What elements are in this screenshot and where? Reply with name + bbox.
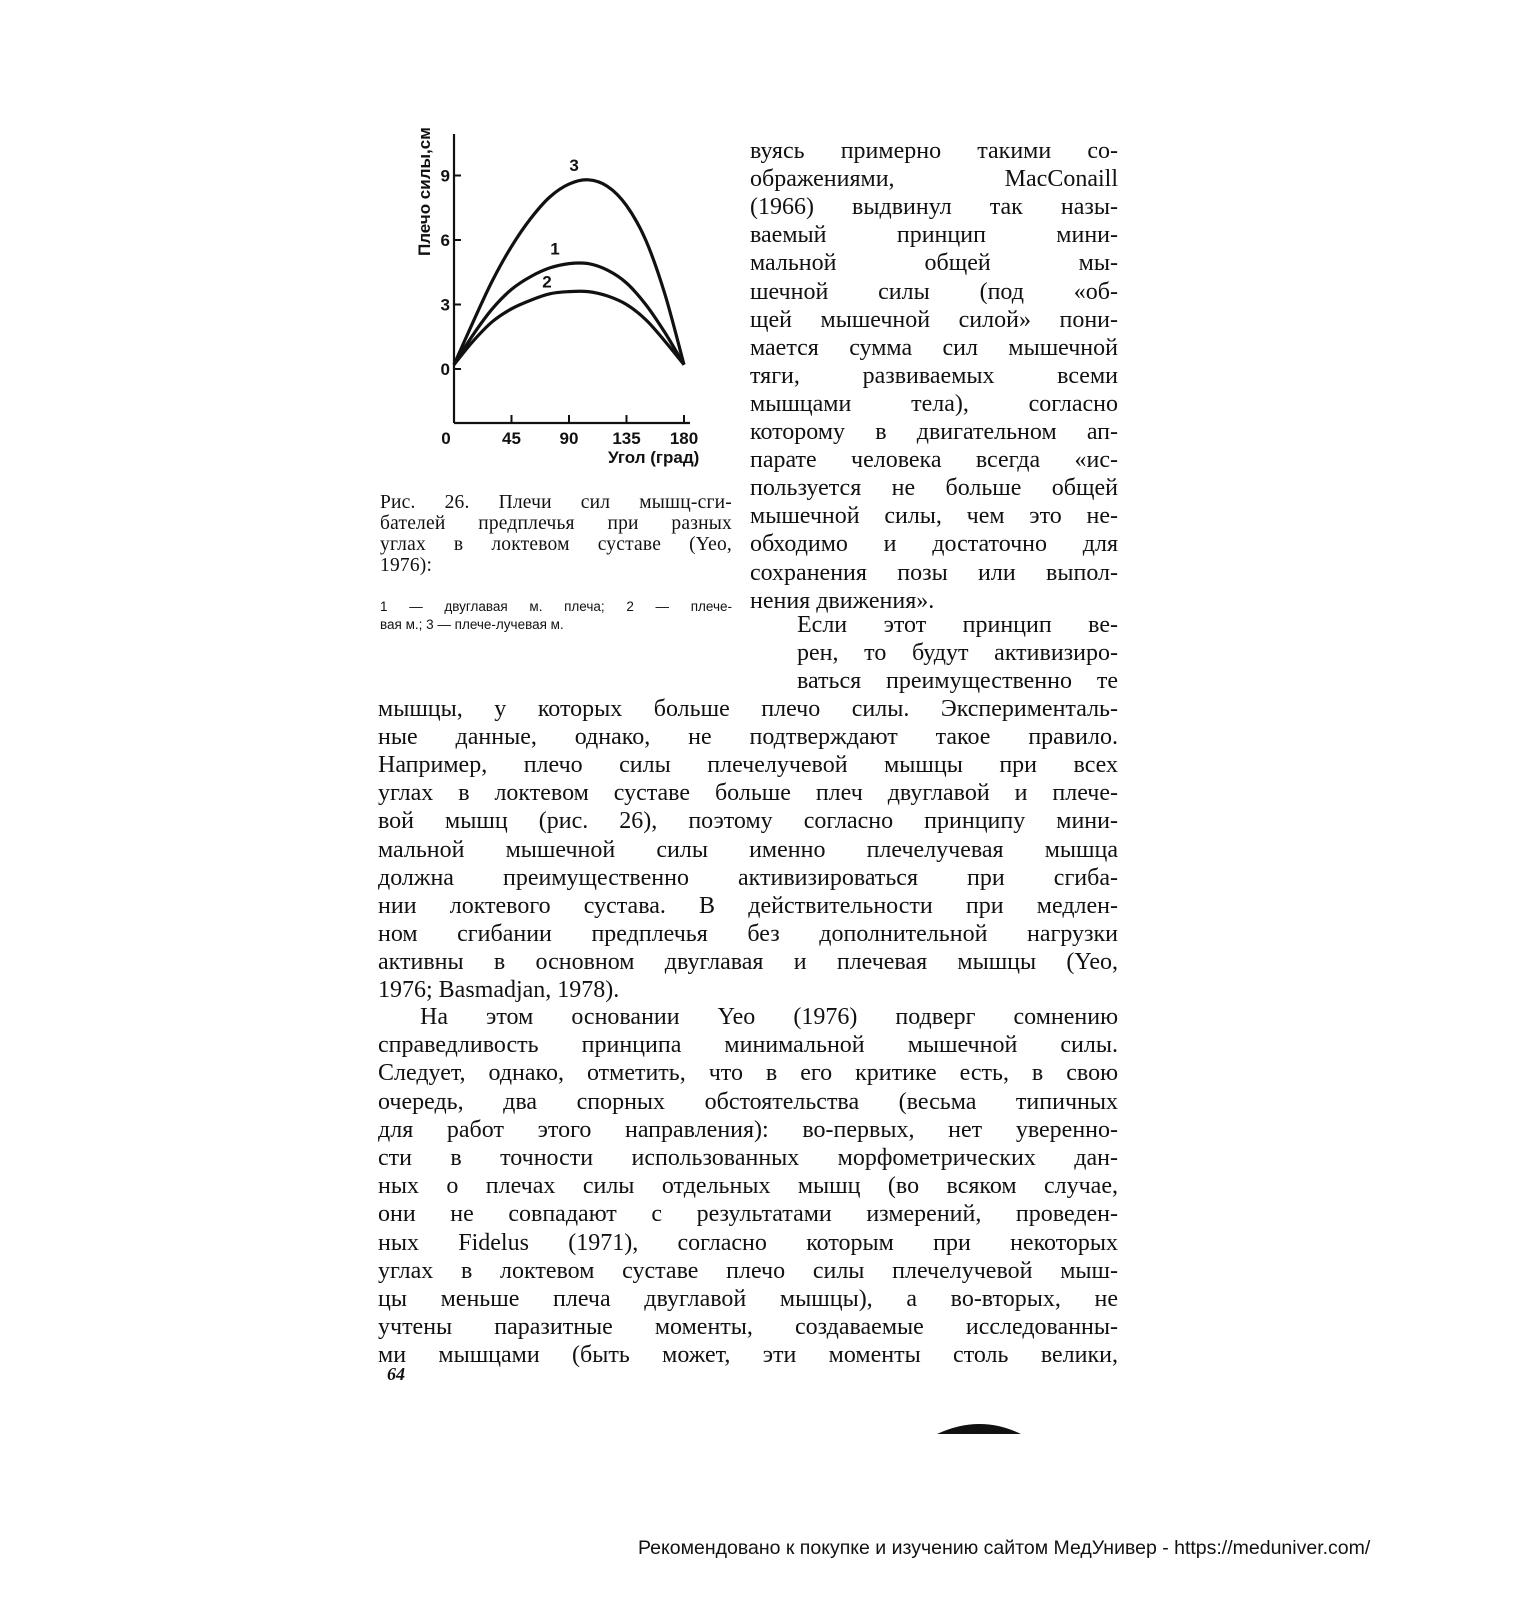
caption-line: бателей предплечья при разных	[380, 513, 732, 534]
text-line: ных о плечах силы отдельных мышц (во всяком случае,	[378, 1173, 1118, 1200]
text-line: мальной мышечной силы именно плечелучевая мышца	[378, 836, 1118, 863]
text-line: учтены паразитные моменты, создаваемые исследованны-	[378, 1314, 1118, 1341]
text-line: сти в точности использованных морфометрических дан-	[378, 1145, 1118, 1171]
text-line: мальной общей мы-	[750, 250, 1118, 277]
x-tick-label: 90	[559, 429, 579, 448]
text-line: очередь, два спорных обстоятельства (весьма типичных	[378, 1088, 1118, 1115]
text-line: пользуется не больше общей	[750, 475, 1118, 502]
text-line: 1976; Basmadjan, 1978).	[378, 977, 620, 1003]
legend-line: вая м.; 3 — плече-лучевая м.	[380, 617, 564, 632]
text-line: вой мышц (рис. 26), поэтому согласно принципу мини-	[378, 808, 1118, 835]
text-line: ных Fidelus (1971), согласно которым при некоторых	[378, 1229, 1118, 1256]
text-line: щей мышечной силой» пони-	[750, 306, 1118, 333]
ink-blot	[935, 1418, 1025, 1440]
text-line: мышечной силы, чем это не-	[750, 503, 1118, 530]
y-tick-label: 0	[440, 360, 450, 379]
text-line: справедливость принципа минимальной мышечной силы.	[378, 1032, 1118, 1059]
text-line: Например, плечо силы плечелучевой мышцы при всех	[378, 752, 1118, 779]
text-line: тяги, развиваемых всеми	[750, 362, 1118, 389]
figure-26	[400, 120, 730, 480]
text-line: обходимо и достаточно для	[750, 531, 1118, 558]
text-line: мышцы, у которых больше плечо силы. Эксперименталь-	[378, 696, 1118, 722]
text-line: для работ этого направления): во-первых, нет уверенно-	[378, 1116, 1118, 1143]
curve-series-2	[454, 291, 684, 365]
text-line: парате человека всегда «ис-	[750, 447, 1118, 474]
footer-recommendation: Рекомендовано к покупке и изучению сайтом МедУнивер - https://meduniver.com/	[638, 1537, 1371, 1559]
x-axis-label: Угол (град)	[608, 448, 700, 467]
text-line: ваемый принцип мини-	[750, 222, 1118, 249]
text-line: они не совпадают с результатами измерений, проведен-	[378, 1201, 1118, 1228]
text-line: мается сумма сил мышечной	[750, 334, 1118, 361]
caption-line: 1976):	[380, 555, 433, 576]
curve-label-1: 1	[550, 239, 560, 259]
text-line: (1966) выдвинул так назы-	[750, 194, 1118, 221]
y-tick-label: 3	[440, 295, 450, 315]
text-line: которому в двигательном ап-	[750, 419, 1118, 445]
x-tick-label: 135	[612, 429, 641, 448]
curve-series-3	[454, 180, 684, 365]
y-tick-label: 6	[440, 231, 450, 250]
text-line: сохранения позы или выпол-	[750, 559, 1118, 586]
x-tick-label: 0	[441, 429, 451, 448]
x-tick-label: 45	[502, 429, 521, 448]
figure-legend	[380, 598, 732, 634]
text-line: шечной силы (под «об-	[750, 278, 1118, 305]
text-line: ми мышцами (быть может, эти моменты столь велики,	[378, 1342, 1118, 1369]
text-line: активны в основном двуглавая и плечевая мышцы (Yeo,	[378, 948, 1118, 975]
text-line: Если этот принцип ве-	[797, 612, 1118, 638]
chart-curves	[454, 156, 684, 365]
curve-series-1	[454, 263, 684, 365]
text-line: рен, то будут активизиро-	[797, 640, 1118, 667]
legend-line: 1 — двуглавая м. плеча; 2 — плече-	[380, 599, 732, 614]
caption-line: углах в локтевом суставе (Yeo,	[380, 534, 732, 555]
text-line: цы меньше плеча двуглавой мышцы), а во-вторых, не	[378, 1286, 1118, 1312]
text-line: ном сгибании предплечья без дополнительной нагрузки	[378, 920, 1118, 947]
figure-caption	[380, 492, 732, 576]
x-tick-label: 180	[669, 429, 699, 448]
text-line: На этом основании Yeo (1976) подверг сомнению	[420, 1004, 1118, 1030]
curve-label-2: 2	[542, 272, 552, 292]
page-number: 64	[387, 1364, 405, 1384]
text-line: ные данные, однако, не подтверждают такое правило.	[378, 724, 1118, 751]
text-line: нения движения».	[750, 587, 935, 614]
text-line: нии локтевого сустава. В действительности при медлен-	[378, 892, 1118, 919]
y-axis-label: Плечо силы,см	[415, 127, 434, 256]
y-tick-label: 9	[440, 166, 450, 186]
text-line: вуясь примерно такими со-	[750, 138, 1118, 164]
text-line: ваться преимущественно те	[797, 668, 1118, 695]
text-line: углах в локтевом суставе плечо силы плечелучевой мыш-	[378, 1257, 1118, 1284]
text-line: должна преимущественно активизироваться при сгиба-	[378, 864, 1118, 891]
text-line: углах в локтевом суставе больше плеч двуглавой и плече-	[378, 780, 1118, 807]
text-line: ображениями, MacConaill	[750, 166, 1118, 193]
curve-label-3: 3	[569, 155, 579, 175]
text-line: мышцами тела), согласно	[750, 390, 1118, 417]
chart-svg	[400, 120, 730, 480]
text-line: Следует, однако, отметить, что в его критике есть, в свою	[378, 1060, 1118, 1087]
caption-line: Рис. 26. Плечи сил мышц-сги-	[380, 492, 732, 513]
